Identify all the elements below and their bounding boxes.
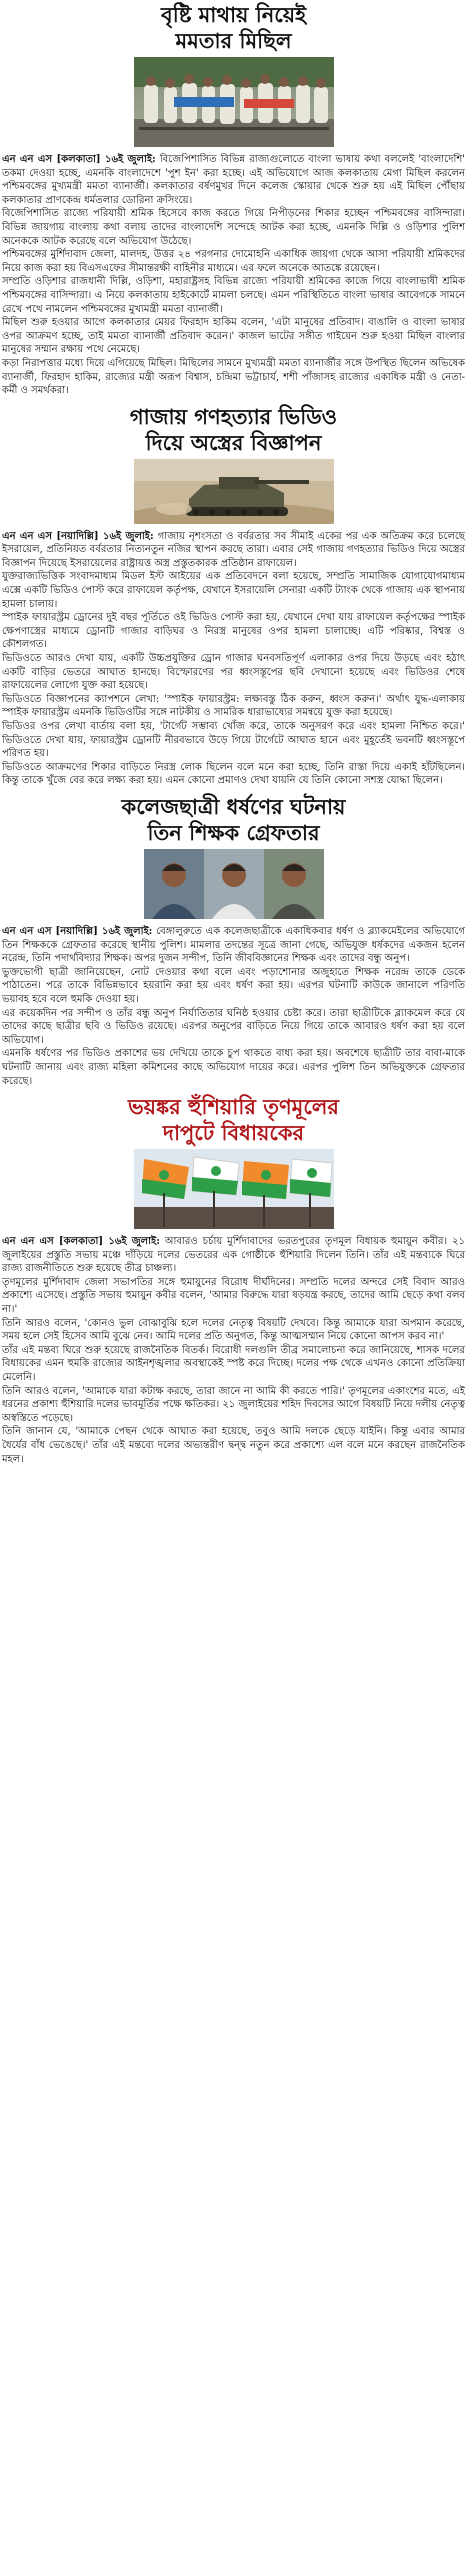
- headline-line: দিয়ে অস্ত্রের বিজ্ঞাপন: [145, 430, 322, 455]
- headline-line: তিন শিক্ষক গ্রেফতার: [147, 820, 320, 845]
- article-headline: [2, 2, 465, 54]
- paragraph: ভিডিওতে আক্রমণের শিকার বাড়িতে নিরস্ত্র লোক ছিলেন বলে মনে করা হচ্ছে, তিনি রাস্তা দিয়ে একাই হাঁটছিলেন। কিন্তু তাকে খুঁজে বের করে লক্ষ্য করা হয়। এমন কোনো প্রমাণও দেখা যায়নি যে তিনি কোনো সশস্ত্র যোদ্ধা ছিলেন।: [2, 761, 465, 787]
- rally-crowd-photo: [134, 57, 334, 147]
- newspaper-page: [0, 2, 467, 1466]
- paragraph: গাজায় নৃশংসতা ও বর্বরতার সব সীমাই একের পর এক অতিক্রম করে চলেছে ইসরায়েল, প্রতিনিয়ত বর্বরতার নিত্যনতুন নজির স্থাপন করছে তারা। এবার সেই গাজায় গণহত্যার ভিডিও দিয়ে অস্ত্রের বিজ্ঞাপন দিয়েছে ইসরায়েলের রাষ্ট্রায়ত্ত অস্ত্র প্রস্তুতকারক প্রতিষ্ঠান রাফায়েল।: [2, 530, 465, 569]
- paragraph: তাঁর এই মন্তব্য ঘিরে শুরু হয়েছে রাজনৈতিক বিতর্ক। বিরোধী দলগুলি তীব্র সমালোচনা করে জানিয়েছে, শাসক দলের বিধায়কের এমন হুমকি রাজ্যের আইনশৃঙ্খলার অবস্থাকেই স্পষ্ট করে দিচ্ছে। দলের পক্ষ থেকে এখনও কোনো প্রতিক্রিয়া মেলেনি।: [2, 1344, 465, 1384]
- paragraph: তিনি আরও বলেন, 'কোনও ভুল বোঝাবুঝি হলে দলের নেতৃত্ব বিষয়টি দেখবে। কিন্তু আমাকে যারা অপমান করেছে, সময় হলে সেই হিসেব আমি বুঝে নেব। আমি দলের প্রতি অনুগত, কিন্তু আত্মসম্মান নিয়ে কোনো আপস করব না।': [2, 1317, 465, 1343]
- paragraph: ভুক্তভোগী ছাত্রী জানিয়েছেন, নোট দেওয়ার কথা বলে এবং পড়াশোনার অজুহাতে শিক্ষক নরেন্দ্র তাকে ডেকে পাঠাতেন। পরে তাকে বিভিন্নভাবে হয়রানি করা হয় এবং ধর্ষণ করা হয়। এরপর ঘটনাটি কাউকে জানালে পরিণতি ভয়াবহ হবে বলে হুমকি দেওয়া হয়।: [2, 966, 465, 1005]
- paragraph: মিছিল শুরু হওয়ার আগে কলকাতার মেয়র ফিরহাদ হাকিম বলেন, 'এটা মানুষের প্রতিবাদ। বাঙালি ও বাংলা ভাষার ওপর আক্রমণ হচ্ছে, তাই মমতা ব্যানার্জী প্রতিবাদ করেন।' কাজল ভাটের সঙ্গীত গাইয়েন শুরু হওয়া মিছিল বাংলার মানুষের সম্মান রক্ষায় পথে নেমেছে।: [2, 317, 465, 356]
- headline-line: গাজায় গণহত্যার ভিডিও: [129, 404, 338, 429]
- headline-line: দাপুটে বিধায়কের: [162, 1121, 305, 1146]
- dateline: এন এন এস [নয়াদিল্লি] ১৬ই জুলাই:: [2, 530, 154, 542]
- paragraph: ভিডিওতে আরও দেখা যায়, একটি উচ্চপ্রযুক্তির ড্রোন গাজার ঘনবসতিপূর্ণ এলাকার ওপর দিয়ে উড়ছে এবং হঠাৎ একটি বাড়ির ভেতরে আঘাত হানছে। বিস্ফোরণের পর ধ্বংসস্তূপের ছবি দেখানো হয়েছে এবং ভিডিওর শেষে রাফায়েলের লোগো যুক্ত করা হয়েছে।: [2, 653, 465, 692]
- paragraph: কড়া নিরাপত্তার মধ্যে দিয়ে এগিয়েছে মিছিল। মিছিলের সামনে মুখ্যমন্ত্রী মমতা ব্যানার্জীর সঙ্গে উপস্থিত ছিলেন অভিষেক ব্যানার্জী, ফিরহাদ হাকিম, রাজ্যের মন্ত্রী অরূপ বিশ্বাস, চন্দ্রিমা ভট্টাচার্য, শশী পাঁজাসহ রাজ্যের একাধিক মন্ত্রী ও নেতা-কর্মী ও সমর্থকরা।: [2, 357, 465, 397]
- article-body: [2, 1235, 465, 1466]
- article-headline: [2, 794, 465, 846]
- armored-vehicle-photo: [134, 459, 334, 524]
- party-flags-photo: [134, 1149, 334, 1229]
- paragraph: ভিডিওর ওপর লেখা বার্তায় বলা হয়, 'টার্গেট সম্ভাব্য খোঁজ করে, তাকে অনুসরণ করে এবং হামলা নিশ্চিত করে।' ভিডিওতে দেখা যায়, ফায়ারস্ট্রম ড্রোনটি নীরবভাবে উড়ে গিয়ে টার্গেটে আঘাত হানে এবং মুহূর্তেই ভবনটি ধ্বংসস্তূপে পরিণত হয়।: [2, 721, 465, 760]
- paragraph: এমনকি ধর্ষণের পর ভিডিও প্রকাশের ভয় দেখিয়ে তাকে চুপ থাকতে বাধ্য করা হয়। অবশেষে ছাত্রীটি তার বাবা-মাকে ঘটনাটি জানায় এবং রাজ্য মহিলা কমিশনের কাছে অভিযোগ দায়ের করে। এরপর পুলিশ তিন অভিযুক্তকে গ্রেফতার করেছে।: [2, 1048, 465, 1087]
- paragraph: সম্প্রতি ওড়িশার রাজধানী দিল্লি, ওড়িশা, মহারাষ্ট্রসহ বিভিন্ন রাজ্যে পরিযায়ী শ্রমিকের কাজে গিয়ে বাংলাভাষী শ্রমিক পশ্চিমবঙ্গের বাসিন্দারা। এ নিয়ে কলকাতায় হাইকোর্টে মামলা চলছে। এমন পরিস্থিতিতে বাংলা ভাষার আবেগকে সামনে রেখে পথে নামলেন পশ্চিমবঙ্গের মুখ্যমন্ত্রী মমতা ব্যানার্জী।: [2, 276, 465, 315]
- paragraph: তৃণমূলের মুর্শিদাবাদ জেলা সভাপতির সঙ্গে হুমায়ুনের বিরোধ দীর্ঘদিনের। সম্প্রতি দলের অন্দরে সেই বিবাদ আরও প্রকাশ্যে এসেছে। প্রস্তুতি সভায় হুমায়ুন কবীর বলেন, 'আমার বিরুদ্ধে যারা ষড়যন্ত্র করছে, তাদের আমি ছেড়ে কথা বলব না।': [2, 1276, 465, 1316]
- article-body: [2, 925, 465, 1088]
- headline-line: বৃষ্টি মাথায় নিয়েই: [161, 3, 306, 27]
- article-mamata-rally: [2, 2, 465, 398]
- dateline: এন এন এস [নয়াদিল্লি] ১৬ই জুলাই:: [2, 925, 153, 937]
- article-body: [2, 530, 465, 788]
- paragraph: আবারও চর্চায় মুর্শিদাবাদের ভরতপুরের তৃণমূল বিধায়ক হুমায়ুন কবীর। ২১ জুলাইয়ের প্রস্তুতি সভায় মঞ্চে দাঁড়িয়ে দলের ভেতরের এক গোষ্ঠীকে হুঁশিয়ারি দিলেন তিনি। তাঁর এই মন্তব্যকে ঘিরে রাজ্য রাজনীতিতে শুরু হয়েছে তীব্র চাঞ্চল্য।: [2, 1236, 465, 1275]
- dateline: এন এন এস [কলকাতা] ১৬ই জুলাই:: [2, 1236, 160, 1248]
- paragraph: যুক্তরাজ্যভিত্তিক সংবাদমাধ্যম মিডল ইস্ট আইয়ের এক প্রতিবেদনে বলা হয়েছে, সম্প্রতি সামাজিক যোগাযোগমাধ্যম এক্সে একটি ভিডিও পোস্ট করে রাফায়েল কর্তৃপক্ষ, যেখানে ইসরায়েলি সেনারা একটি ট্যাংক থেকে গাজায় এক স্থাপনায় হামলা চালায়।: [2, 571, 465, 610]
- paragraph: পশ্চিমবঙ্গের মুর্শিদাবাদ জেলা, মালদহ, উত্তর ২৪ পরগনার দোমোহনি একাধিক জায়গা থেকে আসা পরিযায়ী শ্রমিকদের নিয়ে কাজ করা হয় বিএসএফের সীমান্তরক্ষী বাহিনীর মাধ্যমে। এর ফলে অনেকে আতঙ্কে রয়েছেন।: [2, 249, 465, 274]
- headline-line: কলেজছাত্রী ধর্ষণের ঘটনায়: [121, 794, 346, 819]
- three-accused-photo: [144, 849, 324, 919]
- headline-line: মমতার মিছিল: [175, 29, 292, 53]
- article-headline: [2, 404, 465, 456]
- article-body: [2, 153, 465, 398]
- paragraph: তিনি জানান যে, 'আমাকে পেছন থেকে আঘাত করা হয়েছে, তবুও আমি দলকে ছেড়ে যাইনি। কিন্তু এবার আমার ধৈর্যের বাঁধ ভেঙেছে।' তাঁর এই মন্তব্যে দলের অভ্যন্তরীণ দ্বন্দ্ব নতুন করে প্রকাশ্যে এল বলে মনে করছেন রাজনৈতিক মহল।: [2, 1426, 465, 1465]
- article-gaza-weapons-ad: [2, 404, 465, 788]
- paragraph: তিনি আরও বলেন, 'আমাকে যারা কটাক্ষ করছে, তারা জানে না আমি কী করতে পারি।' তৃণমূলের একাংশের মতে, এই ধরনের প্রকাশ্য হুঁশিয়ারি দলের ভাবমূর্তির পক্ষে ক্ষতিকর। ২১ জুলাইয়ের শহিদ দিবসের আগে বিষয়টি নিয়ে দলীয় নেতৃত্ব অস্বস্তিতে পড়েছে।: [2, 1385, 465, 1424]
- paragraph: বিজেপিশাসিত রাজ্যে পরিযায়ী শ্রমিক হিসেবে কাজ করতে গিয়ে নিপীড়নের শিকার হচ্ছেন পশ্চিমবঙ্গের বাসিন্দারা। বিভিন্ন জায়গায় বাংলায় কথা বলায় তাদের বাংলাদেশি সন্দেহে আটক করা হচ্ছে, এমনকি দিল্লি ও ওড়িশার পুলিশ অনেককে আটক করেছে বলে অভিযোগ উঠেছে।: [2, 208, 465, 247]
- paragraph: বেঙ্গালুরুতে এক কলেজছাত্রীকে একাধিকবার ধর্ষণ ও ব্ল্যাকমেইলের অভিযোগে তিন শিক্ষককে গ্রেফতার করেছে স্থানীয় পুলিশ। মামলার তদন্তের সূত্রে জানা গেছে, অভিযুক্ত ধর্ষকদের একজন হলেন নরেন্দ্র, তিনি পদার্থবিদ্যার শিক্ষক। অপর দুজন সন্দীপ, তিনি জীববিজ্ঞানের শিক্ষক এবং তাদের বন্ধু অনুপ।: [2, 925, 465, 965]
- article-headline: [2, 1094, 465, 1146]
- dateline: এন এন এস [কলকাতা] ১৬ই জুলাই:: [2, 154, 156, 165]
- paragraph: ভিডিওতে বিজ্ঞাপনের ক্যাপশনে লেখা: 'স্পাইক ফায়ারস্ট্রম: লক্ষ্যবস্তু ঠিক করুন, ধ্বংস করুন।' অর্থাৎ যুদ্ধ-এলাকায় স্পাইক ফায়ারস্ট্রম এমনকি ভিডিওটির সঙ্গে নাটকীয় ও সামরিক ধারাভাষ্যের সমন্বয়ে যুক্ত করা হয়েছে।: [2, 693, 465, 719]
- headline-line: ভয়ঙ্কর হুঁশিয়ারি তৃণমূলের: [128, 1095, 339, 1120]
- paragraph: স্পাইক ফায়ারস্ট্রম ড্রোনের দুই বছর পূর্তিতে ওই ভিডিও পোস্ট করা হয়, যেখানে দেখা যায় রাফায়েল কর্তৃপক্ষের স্পাইক ক্ষেপণাস্ত্রের মাধ্যমে ড্রোনটি গাজার বাড়িঘর ও নিরস্ত্র মানুষের ওপর হামলা চালাচ্ছে। এটি পরিষ্কার, বিশ্বস্ত ও কৌশলগত।: [2, 612, 465, 651]
- article-teachers-arrested: [2, 794, 465, 1088]
- article-tmc-mla-warning: [2, 1094, 465, 1466]
- paragraph: বিজেপিশাসিত বিভিন্ন রাজ্যগুলোতে বাংলা ভাষায় কথা বললেই 'বাংলাদেশি' তকমা দেওয়া হচ্ছে, এমনকি বাংলাদেশে 'পুশ ইন' করা হচ্ছে। এই অভিযোগে আজ কলকাতায় মেগা মিছিল করলেন পশ্চিমবঙ্গের মুখ্যমন্ত্রী মমতা ব্যানার্জী। কলকাতার বর্ষণমুখর দিনে কলেজ স্কোয়ার থেকে শুরু হয় এই মিছিল পৌঁছায় কলকাতার প্রাণকেন্দ্র ধর্মতলার ডোরিনা ক্রসিংয়ে।: [2, 154, 465, 206]
- paragraph: এর কয়েকদিন পর সন্দীপ ও তাঁর বন্ধু অনুপ নির্যাতিতার ঘনিষ্ঠ হওয়ার চেষ্টা করে। তারা ছাত্রীটিকে ব্ল্যাকমেল করে যে তাদের কাছে ছাত্রীর ছবি ও ভিডিও রয়েছে। এরপর অনুপের বাড়িতে নিয়ে গিয়ে তাকে আবারও ধর্ষণ করা হয় বলে অভিযোগ।: [2, 1007, 465, 1046]
